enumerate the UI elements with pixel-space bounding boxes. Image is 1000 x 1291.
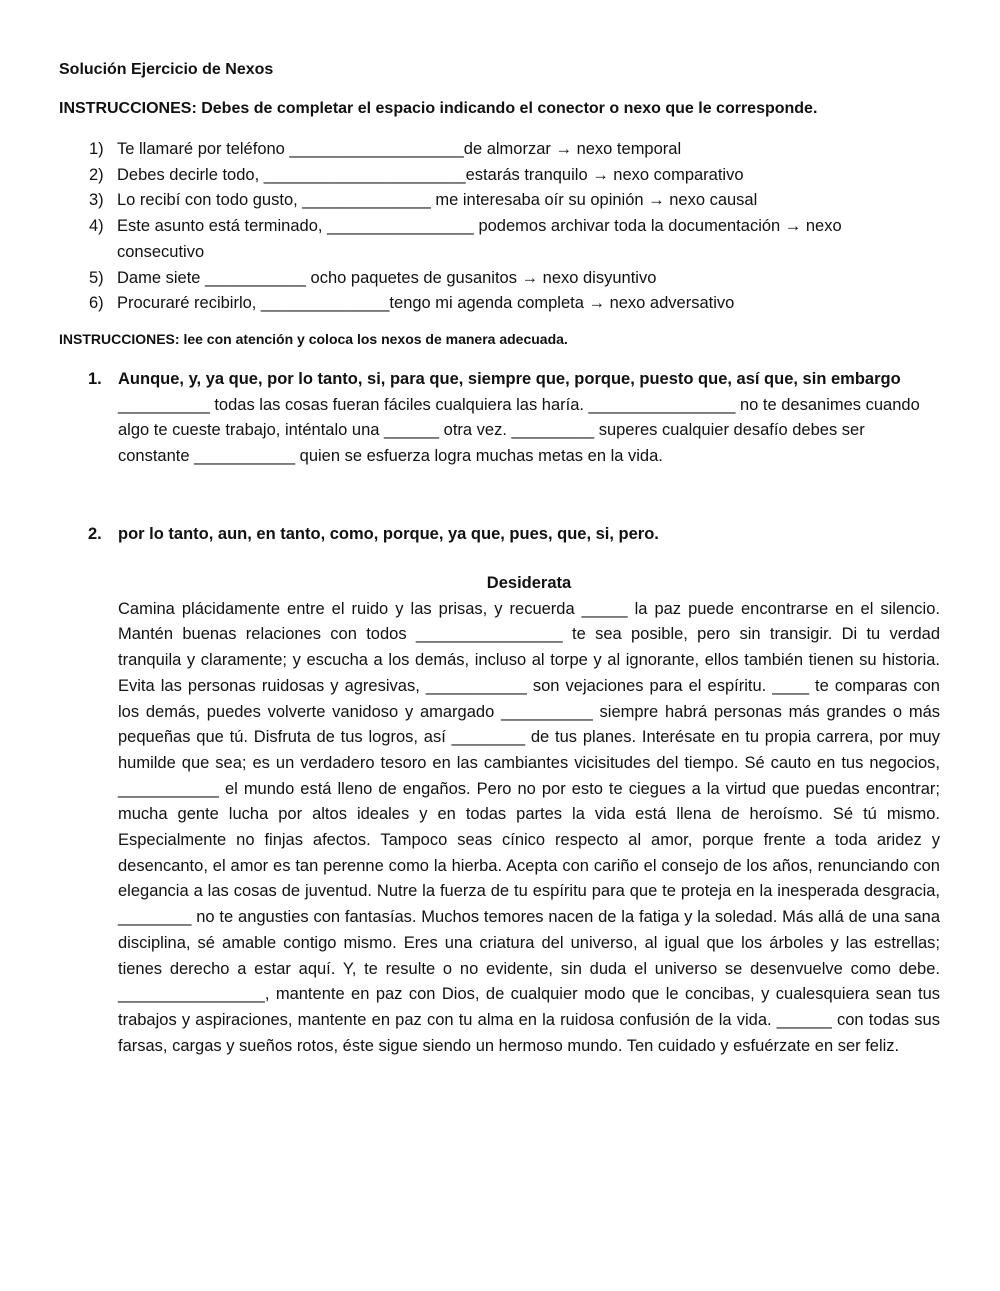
page-title: Solución Ejercicio de Nexos [59, 61, 274, 78]
instructions-heading-2: INSTRUCCIONES: lee con atención y coloca los nexos de manera adecuada. [59, 331, 568, 347]
exercise-2-connectors [88, 522, 940, 548]
question-item [89, 137, 919, 163]
question-text: Lo recibí con todo gusto, ______________ me interesaba oír su opinión → nexo causal [117, 191, 758, 210]
passage-title: Desiderata [486, 574, 572, 592]
question-item [89, 163, 919, 189]
instructions-heading-1: INSTRUCCIONES: Debes de completar el espacio indicando el conector o nexo que le corresponde. [59, 100, 818, 117]
question-item [89, 214, 919, 265]
question-list [89, 137, 919, 317]
question-number: 2) [89, 165, 104, 184]
exercise-1 [88, 367, 940, 470]
exercise-1-number: 1. [88, 370, 102, 388]
question-item [89, 266, 919, 292]
question-text: Debes decirle todo, ______________________estarás tranquilo → nexo comparativo [117, 165, 744, 184]
exercise-2-connector-list: por lo tanto, aun, en tanto, como, porque, ya que, pues, que, si, pero. [118, 525, 659, 543]
question-number: 4) [89, 217, 104, 236]
exercise-1-connector-list: Aunque, y, ya que, por lo tanto, si, para que, siempre que, porque, puesto que, así que, sin embargo [118, 370, 901, 388]
question-text: Te llamaré por teléfono ___________________de almorzar → nexo temporal [117, 140, 682, 158]
exercise-1-connectors [88, 367, 940, 393]
question-number: 6) [89, 294, 104, 313]
question-text: Procuraré recibirlo, ______________tengo mi agenda completa → nexo adversativo [117, 294, 735, 313]
question-number: 5) [89, 268, 104, 287]
exercise-2-number: 2. [88, 525, 102, 543]
question-item [89, 188, 919, 214]
question-text: Dame siete ___________ ocho paquetes de gusanitos → nexo disyuntivo [117, 268, 657, 287]
question-number: 1) [89, 140, 104, 158]
passage-text: Camina plácidamente entre el ruido y las prisas, y recuerda _____ la paz puede encontrarse en el silencio. Mantén buenas relaciones con todos ________________ te sea posible, pero sin transigir. Di tu verdad tranquila y claramente; y escucha a los demás, incluso al torpe y al ignorante, ellos también tienen su historia. Evita las personas ruidosas y agresivas, ___________ son vejaciones para el espíritu. ____ te comparas con los demás, puedes volverte vanidoso y amargado __________ siempre habrá personas más grandes o más pequeñas que tú. Disfruta de tus logros, así ________ de tus planes. Interésate en tu propia carrera, por muy humilde que sea; es un verdadero tesoro en las cambiantes vicisitudes del tiempo. Sé cauto en tus negocios, ___________ el mundo está lleno de engaños. Pero no por esto te ciegues a la virtud que puedas encontrar; mucha gente lucha por altos ideales y en todas partes la vida está llena de heroísmo. Sé tú mismo. Especialmente no finjas afectos. Tampoco seas cínico respecto al amor, porque frente a toda aridez y desencanto, el amor es tan perenne como la hierba. Acepta con cariño el consejo de los años, renunciando con elegancia a las cosas de juventud. Nutre la fuerza de tu espíritu para que te proteja en la inesperada desgracia, ________ no te angusties con fantasías. Muchos temores nacen de la fatiga y la soledad. Más allá de una sana disciplina, sé amable contigo mismo. Eres una criatura del universo, al igual que los árboles y las estrellas; tienes derecho a estar aquí. Y, te resulte o no evidente, sin duda el universo se desenvuelve como debe. ________________, mantente en paz con Dios, de cualquier modo que le concibas, y cualesquiera sean tus trabajos y aspiraciones, mantente en paz con tu alma en la ruidosa confusión de la vida. ______ con todas sus farsas, cargas y sueños rotos, éste sigue siendo un hermoso mundo. Ten cuidado y esfuérzate en ser feliz. [118, 599, 940, 1055]
question-item [89, 291, 919, 317]
exercise-1-text: __________ todas las cosas fueran fáciles cualquiera las haría. ________________ no te desanimes cuando algo te cueste trabajo, inténtalo una ______ otra vez. _________ superes cualquier desafío debes ser constante ___________ quien se esfuerza logra muchas metas en la vida. [118, 395, 920, 466]
question-number: 3) [89, 191, 104, 210]
desiderata-passage [118, 571, 940, 1059]
question-text: Este asunto está terminado, ________________ podemos archivar toda la documentación → nexo consecutivo [117, 217, 842, 261]
exercise-2 [88, 522, 940, 548]
